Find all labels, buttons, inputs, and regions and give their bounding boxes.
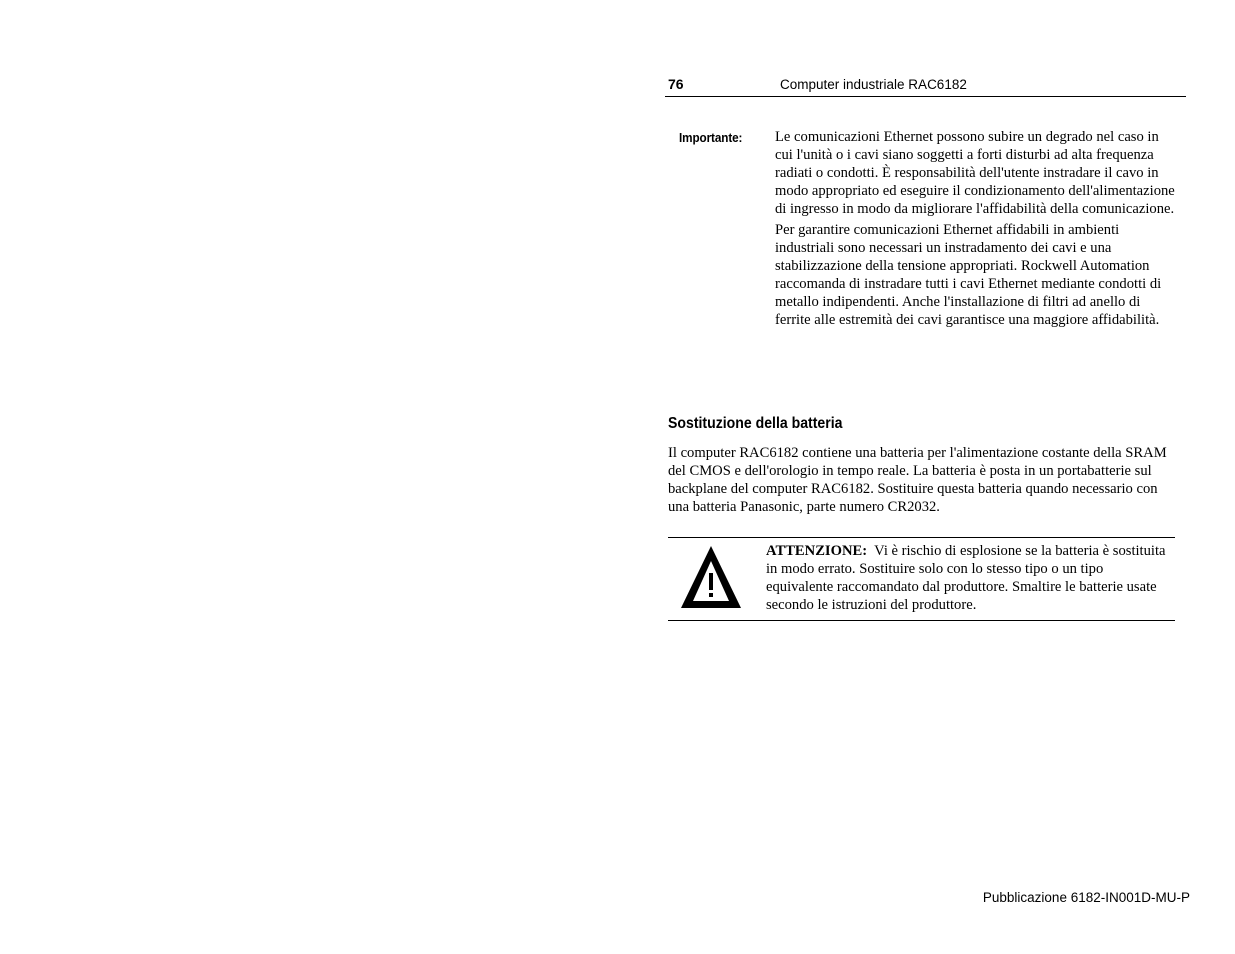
attention-text: Vi è rischio di esplosione se la batteria è sostituita in modo errato. Sostituire solo con lo stesso tipo o un tipo equivalente raccomandato dal produttore. Smaltire le batterie usate secondo le istruzioni del produttore. — [766, 543, 1166, 613]
warning-triangle-icon — [678, 542, 744, 608]
section-heading: Sostituzione della batteria — [668, 415, 843, 432]
attention-text-block — [766, 542, 1171, 614]
important-note — [775, 128, 1175, 332]
important-paragraph-1: Le comunicazioni Ethernet possono subire un degrado nel caso in cui l'unità o i cavi siano soggetti a forti disturbi ad alta frequenza radiati o condotti. È responsabilità dell'utente instradare il cavo in modo appropriato ed eseguire il condizionamento dell'alimentazione di ingresso in modo da migliorare l'affidabilità della comunicazione. — [775, 129, 1175, 217]
page-number: 76 — [668, 76, 684, 92]
important-label: Importante: — [679, 130, 743, 145]
attention-label: ATTENZIONE: — [766, 543, 868, 559]
running-title: Computer industriale RAC6182 — [780, 77, 967, 92]
attention-box — [668, 537, 1175, 621]
publication-footer: Pubblicazione 6182-IN001D-MU-P — [982, 890, 1190, 905]
page-header — [665, 75, 1186, 97]
important-paragraph-2: Per garantire comunicazioni Ethernet affidabili in ambienti industriali sono necessari un instradamento dei cavi e una stabilizzazione della tensione appropriati. Rockwell Automation raccomanda di instradare tutti i cavi Ethernet mediante condotti di metallo indipendenti. Anche l'installazione di filtri ad anello di ferrite alle estremità dei cavi garantisce una maggiore affidabilità. — [775, 222, 1162, 328]
section-body: Il computer RAC6182 contiene una batteria per l'alimentazione costante della SRAM del CMOS e dell'orologio in tempo reale. La batteria è posta in un portabatterie sul backplane del computer RAC6182. Sostituire questa batteria quando necessario con una batteria Panasonic, parte numero CR2032. — [668, 445, 1167, 515]
